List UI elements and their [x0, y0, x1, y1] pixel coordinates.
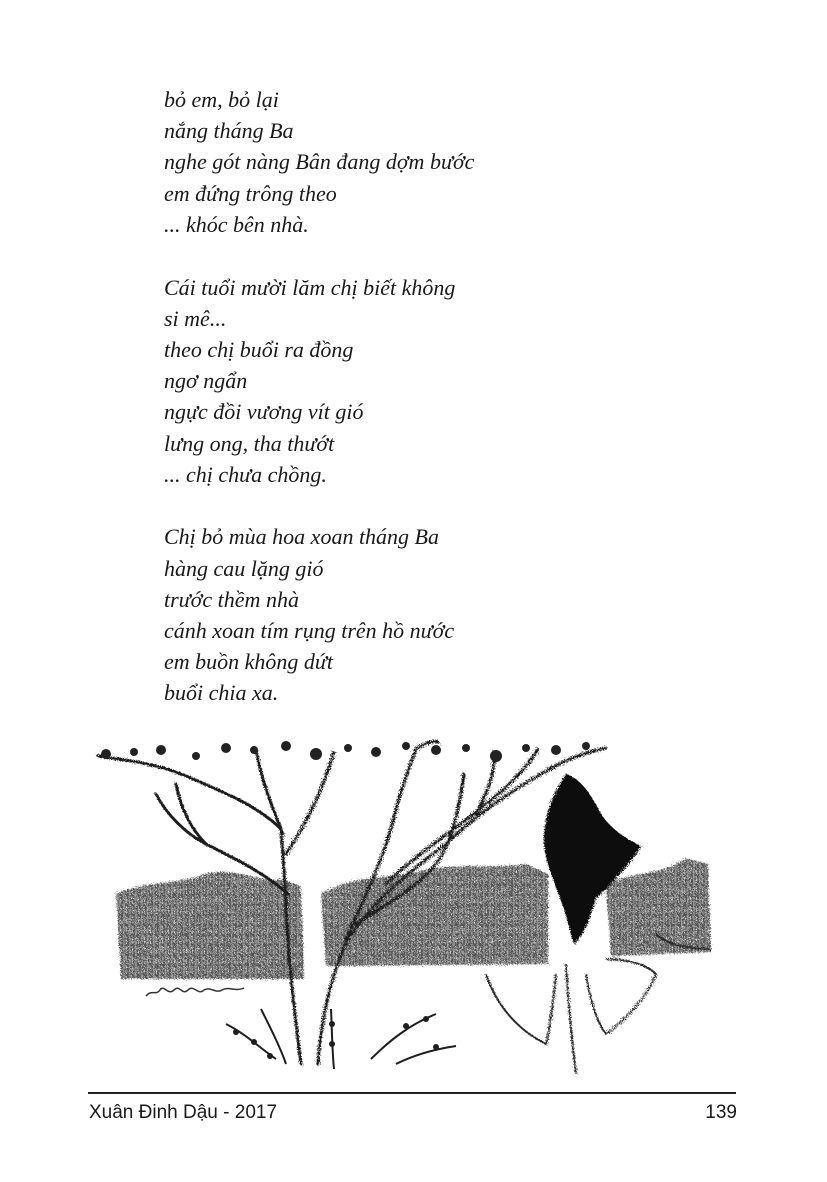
poem-line: nghe gót nàng Bân đang dợm bước [164, 149, 475, 175]
foliage-left [116, 872, 304, 979]
leaf-blobs [101, 741, 590, 762]
foliage-right [606, 858, 711, 956]
poem-line: Cái tuổi mười lăm chị biết không [164, 274, 456, 300]
page-number: 139 [705, 1102, 737, 1123]
ink-tree-landscape-illustration [86, 734, 742, 1086]
poem [164, 84, 474, 709]
poem-line: bỏ em, bỏ lại [164, 87, 279, 112]
poem-line: ... khóc bên nhà. [164, 211, 309, 237]
poem-line: buổi chia xa. [164, 680, 279, 706]
poem-line: trước thềm nhà [164, 586, 299, 612]
poem-line: em đứng trông theo [164, 180, 337, 206]
poem-line: em buồn không dứt [164, 649, 334, 675]
foliage-middle [321, 864, 548, 966]
poem-line: theo chị buổi ra đồng [164, 336, 354, 362]
poem-line: hàng cau lặng gió [164, 555, 324, 581]
sprout-dots [233, 1016, 439, 1059]
poem-line: ngơ ngẩn [164, 368, 248, 394]
poem-line: Chị bỏ mùa hoa xoan tháng Ba [164, 524, 439, 550]
footer-title: Xuân Đinh Dậu - 2017 [89, 1102, 278, 1123]
poem-line: ... chị chưa chồng. [164, 461, 327, 487]
ground-sprouts [226, 1009, 456, 1069]
poem-line: cánh xoan tím rụng trên hồ nước [164, 618, 455, 644]
footer-divider [88, 1092, 736, 1094]
stanza-3 [164, 521, 474, 708]
artist-signature [146, 988, 244, 996]
poem-line: lưng ong, tha thướt [164, 430, 335, 456]
poem-line: ngực đồi vương vít gió [164, 399, 364, 425]
stanza-1 [164, 84, 474, 240]
poem-line: si mê... [164, 305, 227, 331]
stanza-2 [164, 272, 474, 490]
poem-line: nắng tháng Ba [164, 118, 294, 144]
